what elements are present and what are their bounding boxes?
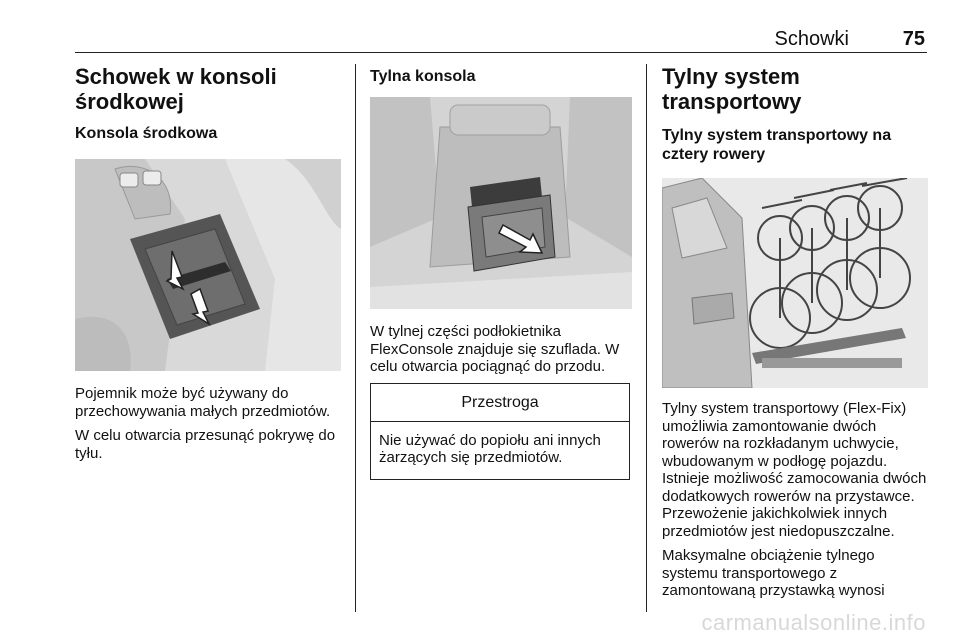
paragraph: W tylnej części podłokietnika FlexConsole znajduje się szuflada. W celu otwarcia pociągnąć do przodu.: [370, 323, 620, 375]
paragraph: Maksymalne obciążenie tylnego systemu transportowego z zamontowaną przystawką wynosi: [662, 547, 885, 599]
column-rear-console: [370, 64, 632, 480]
column-divider: [646, 64, 647, 612]
paragraph: W celu otwarcia przesunąć pokrywę do tyłu.: [75, 427, 336, 462]
subsection-heading: Tylny system transportowy na cztery rowery: [662, 127, 892, 163]
page-header: [75, 28, 927, 53]
paragraph: Pojemnik może być używany do przechowywania małych przedmiotów.: [75, 385, 331, 420]
bike-carrier-illustration: [662, 178, 928, 388]
watermark: carmanualsonline.info: [701, 610, 926, 635]
column-divider: [355, 64, 356, 612]
section-heading: Schowek w konsoli środkowej: [75, 64, 277, 114]
caution-box: [370, 383, 630, 480]
center-console-illustration: [75, 159, 341, 371]
paragraph: Tylny system transportowy (Flex-Fix) umożliwia zamontowanie dwóch rowerów na rozkładanym uchwycie, wbudowanym w podłogę pojazdu. Istnieje możliwość zamocowania dwóch dodatkowych rowerów na przystawce. Przewożenie jakichkolwiek innych przedmiotów jest niedopuszczalne.: [662, 400, 927, 540]
section-title: Schowki: [774, 28, 849, 50]
caution-text: Nie używać do popiołu ani innych żarzących się przedmiotów.: [379, 431, 601, 466]
subsection-heading: Tylna konsola: [370, 68, 476, 85]
rear-console-illustration: [370, 97, 632, 309]
column-rear-carrier: [662, 64, 928, 607]
subsection-heading: Konsola środkowa: [75, 125, 218, 142]
page-number: 75: [902, 28, 925, 50]
section-heading: Tylny system transportowy: [662, 64, 802, 114]
column-center-console: [75, 64, 341, 469]
caution-title: Przestroga: [371, 384, 629, 422]
